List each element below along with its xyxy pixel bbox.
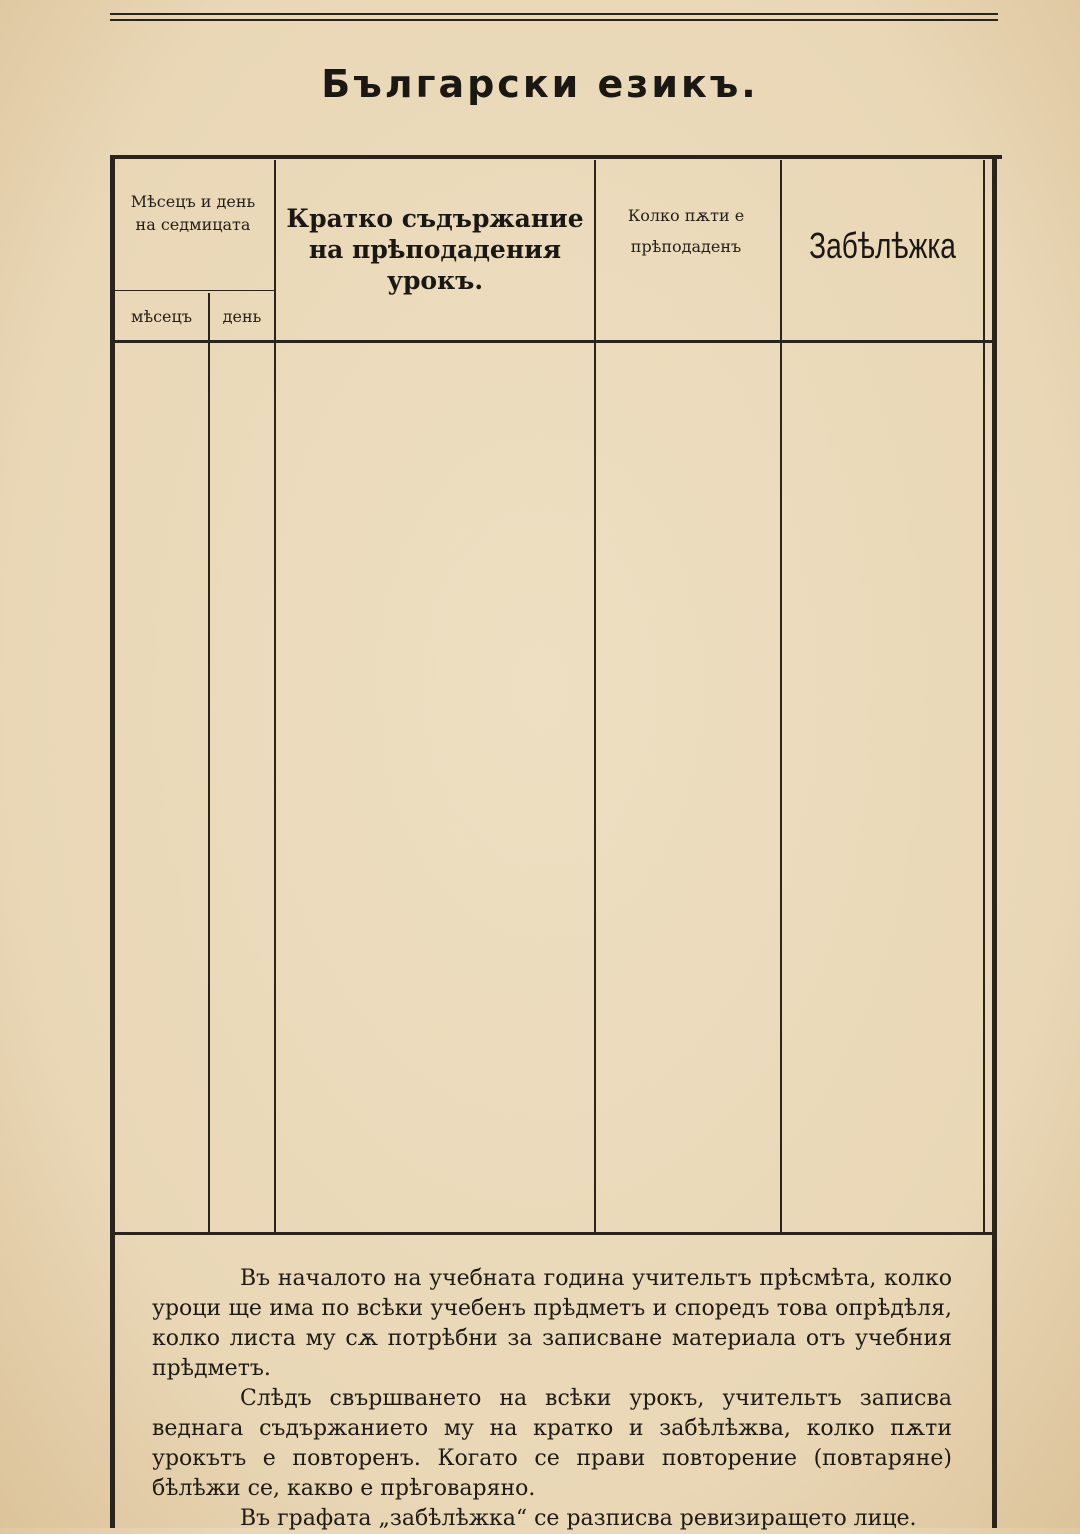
date-content-column-line bbox=[274, 160, 276, 1232]
month-header: мѣсецъ bbox=[131, 307, 192, 326]
table-right-inner-border bbox=[983, 160, 985, 1232]
instruction-paragraph: Въ началото на учебната година учительтъ прѣсмѣта, колко уроци ще има по всѣки учебенъ прѣдметъ и споредъ това опрѣдѣля, колко листа му сѫ потрѣбни за записване материала отъ учебния прѣдметъ. bbox=[152, 1266, 952, 1381]
top-rule bbox=[110, 13, 998, 15]
note-header: Забѣлѣжка bbox=[809, 225, 956, 266]
lesson-content-header: Кратко съдържание на прѣподадения урокъ. bbox=[286, 204, 584, 295]
date-group-header: Мѣсецъ и день на седмицата bbox=[130, 192, 256, 234]
page-title: Български езикъ. bbox=[321, 62, 759, 106]
times-taught-header: Колко пѫти е прѣподаденъ bbox=[627, 206, 745, 256]
top-rule-second bbox=[110, 19, 998, 21]
instruction-paragraph: Въ графата „забѣлѣжка“ се разписва ревизиращето лице. bbox=[240, 1506, 917, 1531]
table-top-border bbox=[110, 155, 1002, 159]
table-right-border bbox=[992, 155, 997, 1528]
date-subheader-divider bbox=[115, 290, 275, 291]
table-left-border bbox=[110, 155, 115, 1528]
instructions-block bbox=[152, 1264, 952, 1534]
header-bottom-border bbox=[115, 340, 992, 343]
body-bottom-border bbox=[115, 1232, 992, 1235]
content-times-column-line bbox=[594, 160, 596, 1232]
instruction-paragraph: Слѣдъ свършването на всѣки урокъ, учительтъ записва веднага съдържанието му на кратко и забѣлѣжва, колко пѫти урокътъ е повторенъ. Когато се прави повторение (повтаряне) бѣлѣжи се, какво е прѣговаряно. bbox=[152, 1386, 952, 1501]
times-note-column-line bbox=[780, 160, 782, 1232]
day-header: день bbox=[222, 307, 262, 326]
month-day-column-line bbox=[208, 293, 210, 1232]
